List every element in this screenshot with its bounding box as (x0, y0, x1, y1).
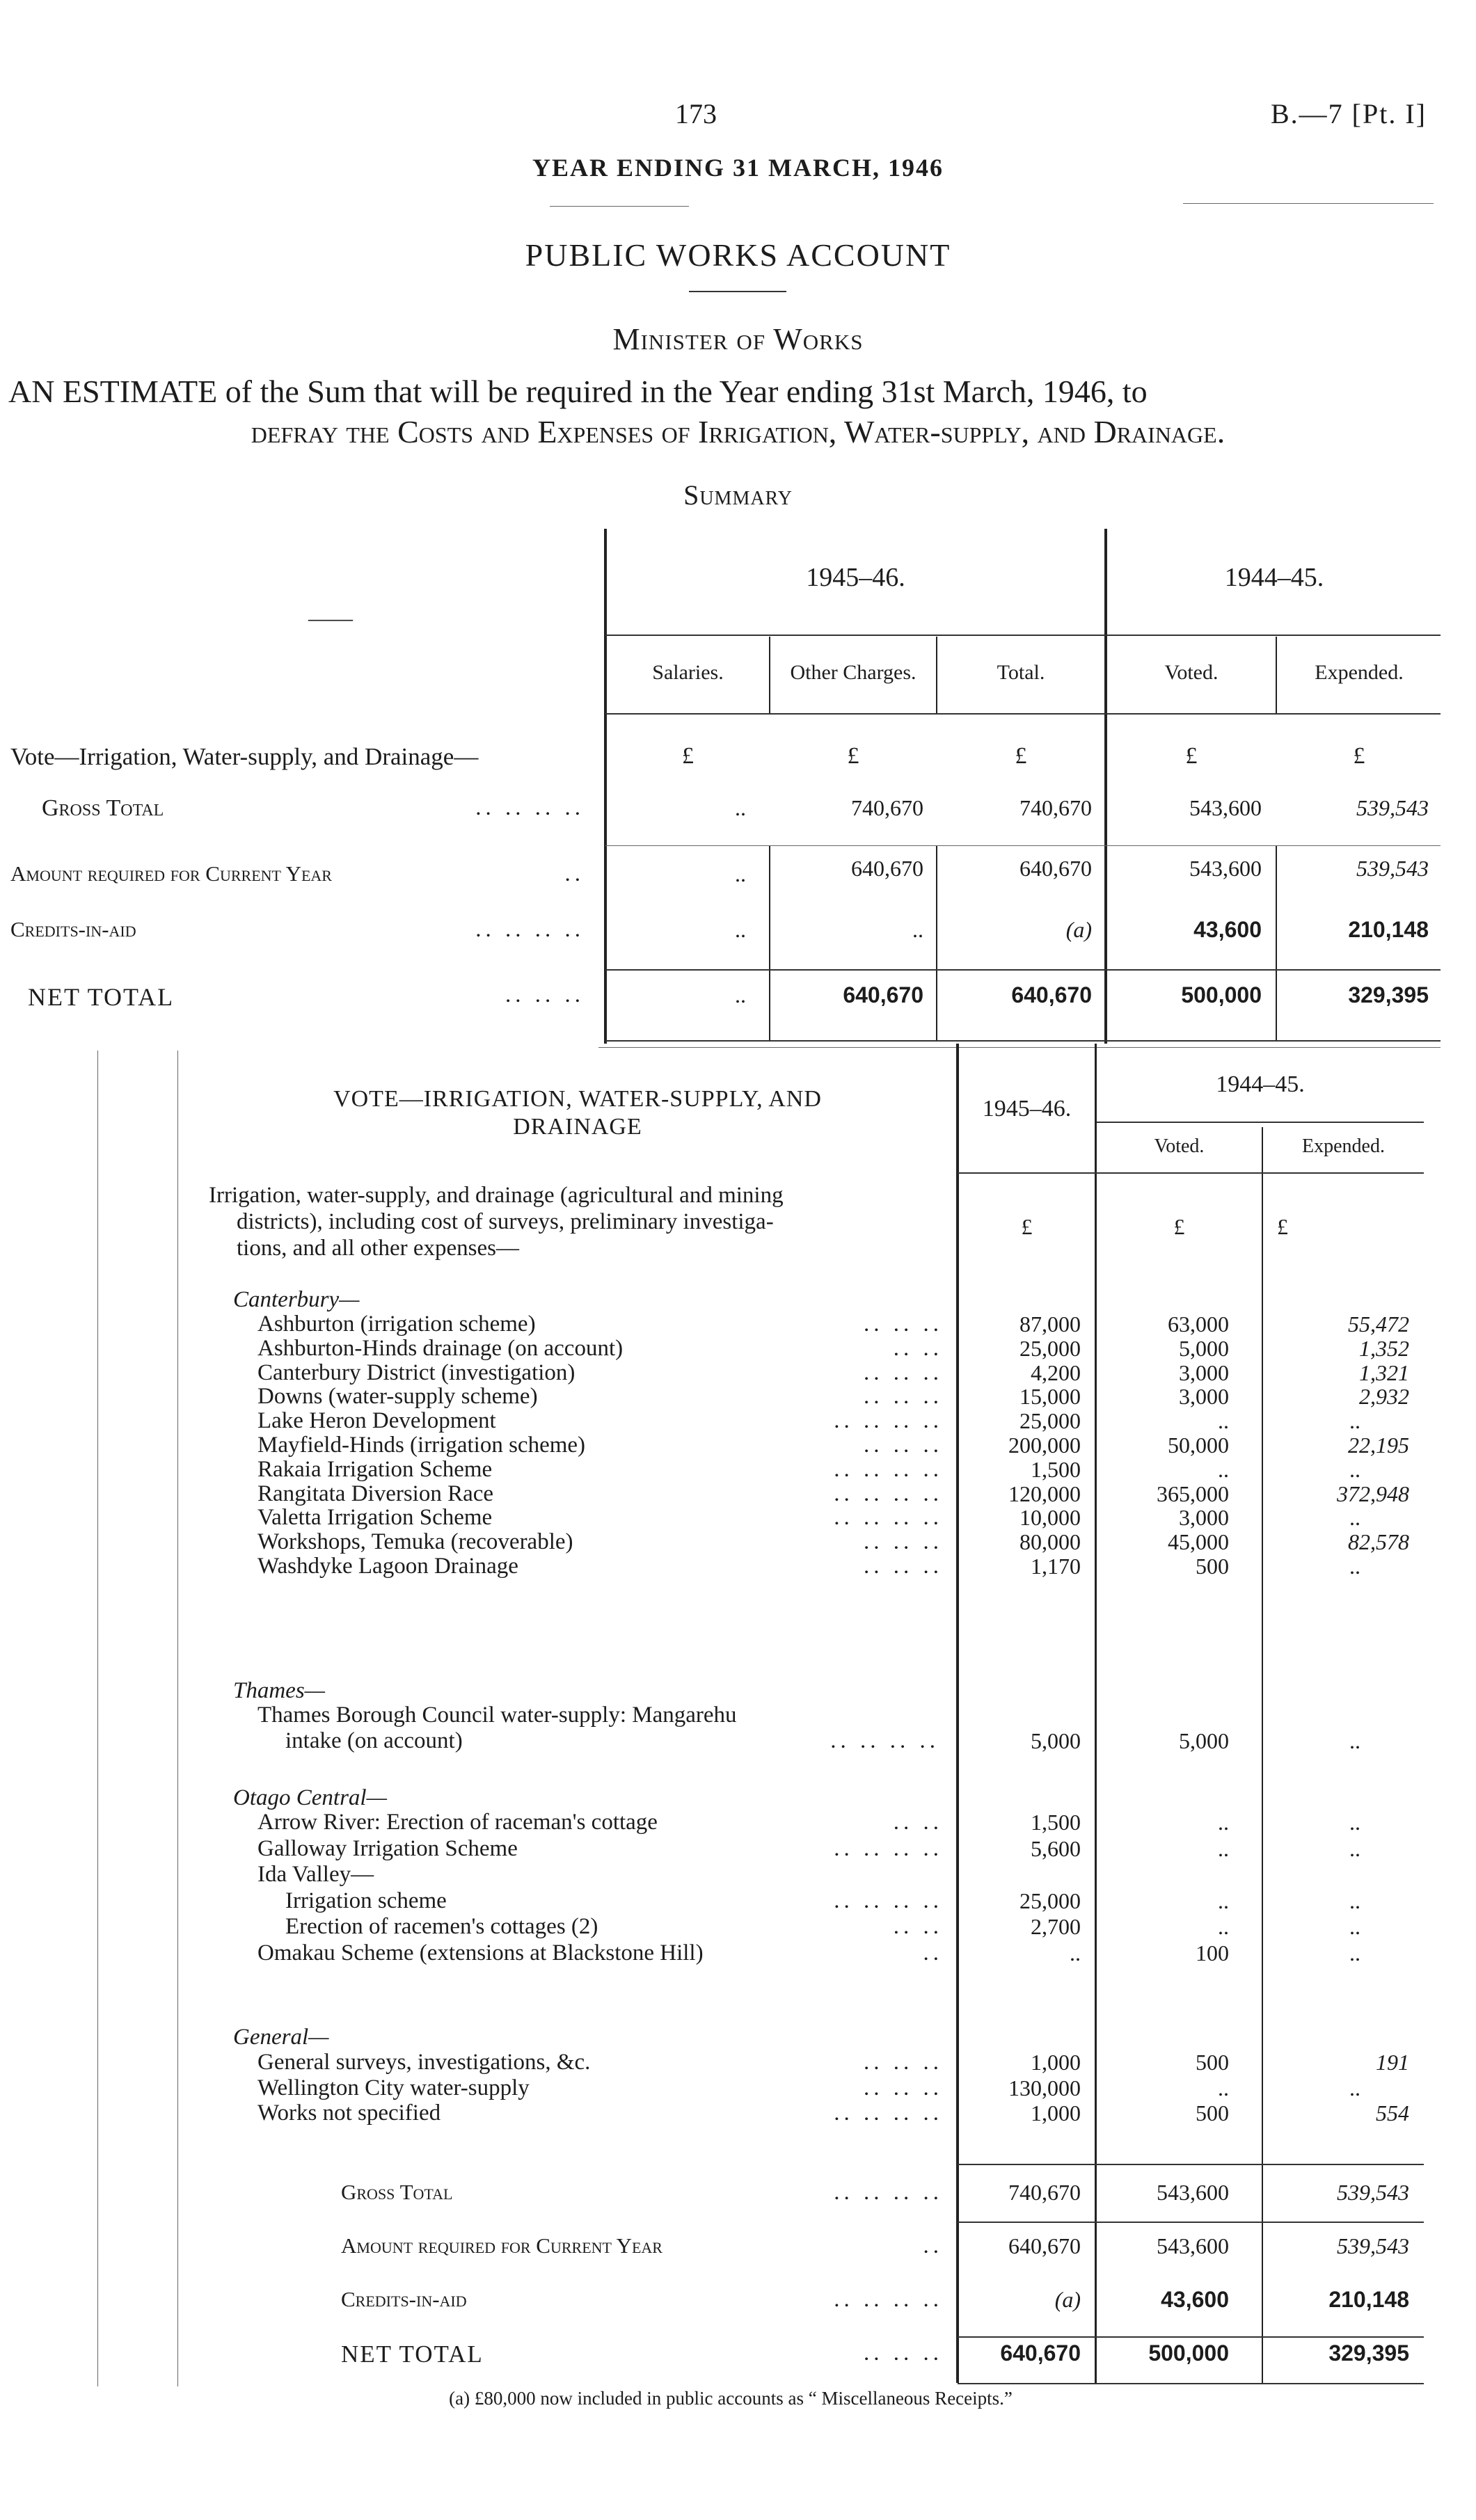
cell-1945: 640,670 (1008, 2233, 1081, 2258)
cell-salaries: .. (735, 917, 746, 942)
row-label: Rangitata Diversion Race (257, 1481, 494, 1506)
cell-expended: 539,543 (1356, 795, 1429, 820)
cell-other: 640,670 (851, 856, 923, 881)
leader-dots: .. .. .. (864, 1433, 943, 1458)
currency-symbol: £ (682, 743, 694, 769)
row-label: Mayfield-Hinds (irrigation scheme) (257, 1433, 586, 1458)
rule (1183, 203, 1434, 204)
col-voted: Voted. (1164, 661, 1219, 684)
estimate-line-1: AN ESTIMATE of the Sum that will be required in the Year ending 31st March, 1946, to (8, 374, 1148, 409)
cell-voted: .. (1218, 1914, 1229, 1939)
leader-dots: .. .. .. .. (834, 1835, 943, 1861)
cell-1945: 25,000 (1019, 1888, 1081, 1913)
leader-dots: .. .. .. (864, 1311, 943, 1337)
cell-expended: 539,543 (1337, 2233, 1409, 2258)
cell-voted: 5,000 (1179, 1335, 1229, 1361)
vote-title-line: DRAINAGE (513, 1114, 642, 1140)
rule (958, 2222, 1424, 2223)
cell-expended: 191 (1376, 2050, 1409, 2075)
cell-1945: 80,000 (1019, 1529, 1081, 1555)
leader-dots: .. .. .. .. (834, 1888, 943, 1913)
rule (1104, 529, 1107, 1044)
col-other-charges: Other Charges. (790, 661, 916, 684)
row-label: Lake Heron Development (257, 1408, 496, 1434)
cell-voted: .. (1218, 1810, 1229, 1835)
summary-year-previous: 1944–45. (1224, 563, 1324, 592)
rule (605, 845, 1441, 846)
cell-expended: 82,578 (1348, 1529, 1409, 1555)
row-label: Rakaia Irrigation Scheme (257, 1456, 493, 1482)
cell-expended: 372,948 (1337, 1481, 1409, 1506)
row-label: Credits-in-aid (341, 2287, 467, 2311)
rule (958, 2164, 1424, 2165)
cell-expended: .. (1349, 1554, 1360, 1579)
cell-voted: 500,000 (1181, 982, 1262, 1007)
detail-year-current: 1945–46. (982, 1096, 1072, 1122)
col-total: Total. (997, 661, 1045, 684)
cell-voted: 500 (1196, 2050, 1229, 2075)
row-label: NET TOTAL (341, 2340, 484, 2368)
leader-dots: .. .. (893, 1914, 943, 1939)
rule (1097, 1122, 1424, 1123)
row-label: Downs (water-supply scheme) (257, 1384, 538, 1410)
cell-total: 740,670 (1019, 795, 1092, 820)
leader-dots: .. .. .. .. (475, 795, 585, 820)
account-title: PUBLIC WORKS ACCOUNT (525, 237, 951, 273)
rule (598, 1047, 1441, 1048)
row-label: Amount required for Current Year (341, 2233, 662, 2258)
cell-salaries: .. (735, 982, 746, 1007)
summary-stub-dash: —— (308, 605, 353, 630)
title-underline (689, 291, 786, 292)
rule (605, 1040, 1441, 1042)
cell-expended: 329,395 (1328, 2340, 1409, 2366)
cell-1945: 1,000 (1031, 2100, 1081, 2126)
cell-expended: .. (1349, 1728, 1360, 1753)
document-reference: B.—7 [Pt. I] (1271, 98, 1427, 129)
leader-dots: .. .. .. (864, 1384, 943, 1410)
row-label: Arrow River: Erection of raceman's cottage (257, 1810, 658, 1835)
cell-voted: 543,600 (1189, 856, 1262, 881)
cell-expended: 55,472 (1348, 1311, 1409, 1337)
cell-expended: .. (1349, 1810, 1360, 1835)
currency-symbol: £ (1173, 1214, 1185, 1239)
cell-voted: 543,600 (1157, 2233, 1229, 2258)
cell-expended: 1,352 (1359, 1335, 1409, 1361)
cell-voted: 365,000 (1157, 1481, 1229, 1506)
currency-symbol: £ (1015, 743, 1027, 769)
cell-1945: 120,000 (1008, 1481, 1081, 1506)
rule (605, 713, 1441, 715)
leader-dots: .. .. .. .. (834, 2180, 943, 2205)
row-label: General surveys, investigations, &c. (257, 2050, 591, 2075)
footnote: (a) £80,000 now included in public accounts as “ Miscellaneous Receipts.” (449, 2388, 1013, 2409)
cell-1945: 25,000 (1019, 1335, 1081, 1361)
cell-salaries: .. (735, 795, 746, 820)
section-heading-thames: Thames— (233, 1678, 326, 1703)
leader-dots: .. .. .. (864, 2075, 943, 2100)
cell-1945: 87,000 (1019, 1311, 1081, 1337)
intro-line: tions, and all other expenses— (237, 1236, 519, 1261)
leader-dots: .. .. .. (864, 1529, 943, 1555)
cell-expended: 329,395 (1348, 982, 1429, 1007)
intro-line: Irrigation, water-supply, and drainage (agricultural and mining (209, 1183, 784, 1208)
col-voted: Voted. (1154, 1135, 1205, 1157)
cell-1945: 1,500 (1031, 1810, 1081, 1835)
rule (605, 635, 1441, 636)
page-number: 173 (675, 98, 717, 129)
thames-line: Thames Borough Council water-supply: Mangarehu (257, 1702, 737, 1728)
cell-expended: .. (1349, 1408, 1360, 1434)
cell-voted: 3,000 (1179, 1505, 1229, 1531)
cell-voted: 3,000 (1179, 1359, 1229, 1385)
cell-voted: 543,600 (1189, 795, 1262, 820)
cell-expended: 539,543 (1337, 2180, 1409, 2205)
cell-expended: .. (1349, 1456, 1360, 1482)
section-heading-canterbury: Canterbury— (233, 1287, 360, 1312)
cell-expended: .. (1349, 1505, 1360, 1531)
cell-1945: 1,500 (1031, 1456, 1081, 1482)
cell-1945: (a) (1054, 2287, 1081, 2312)
rule (958, 1172, 1424, 1174)
cell-voted: .. (1218, 1888, 1229, 1913)
currency-symbol: £ (1021, 1214, 1033, 1239)
leader-dots: .. .. .. .. (834, 1481, 943, 1506)
cell-other: 640,670 (843, 982, 923, 1007)
cell-expended: .. (1349, 1888, 1360, 1913)
cell-1945: 25,000 (1019, 1408, 1081, 1434)
leader-dots: .. .. .. .. (830, 1728, 939, 1753)
cell-expended: 210,148 (1348, 917, 1429, 942)
row-label: Gross Total (341, 2180, 453, 2204)
cell-voted: 43,600 (1193, 917, 1262, 942)
col-expended: Expended. (1302, 1135, 1385, 1157)
cell-voted: 543,600 (1157, 2180, 1229, 2205)
cell-expended: .. (1349, 1835, 1360, 1861)
leader-dots: .. .. .. .. (834, 2287, 943, 2312)
row-label: Valetta Irrigation Scheme (257, 1505, 493, 1531)
currency-symbol: £ (1353, 743, 1365, 769)
cell-1945: 1,170 (1031, 1554, 1081, 1579)
cell-1945: 10,000 (1019, 1505, 1081, 1531)
row-label: Galloway Irrigation Scheme (257, 1835, 518, 1861)
row-label: Wellington City water-supply (257, 2075, 530, 2100)
thames-line: intake (on account) (285, 1728, 463, 1753)
cell-other: .. (912, 917, 923, 942)
cell-1945: 5,000 (1031, 1728, 1081, 1753)
col-expended: Expended. (1315, 661, 1404, 684)
leader-dots: .. .. .. .. (834, 1505, 943, 1531)
row-label: Canterbury District (investigation) (257, 1359, 576, 1385)
cell-voted: 63,000 (1168, 1311, 1229, 1337)
leader-dots: .. .. .. (505, 982, 585, 1007)
cell-expended: 2,932 (1359, 1384, 1409, 1410)
vote-title (209, 1085, 946, 1141)
cell-voted: 500 (1196, 2100, 1229, 2126)
row-label: Workshops, Temuka (recoverable) (257, 1529, 573, 1555)
cell-1945: 200,000 (1008, 1433, 1081, 1458)
cell-expended: .. (1349, 2075, 1360, 2100)
row-label: Washdyke Lagoon Drainage (257, 1554, 518, 1579)
section-heading-general: General— (233, 2025, 329, 2050)
currency-symbol: £ (847, 743, 859, 769)
row-label: Irrigation scheme (285, 1888, 447, 1913)
cell-1945: 130,000 (1008, 2075, 1081, 2100)
cell-1945: .. (1070, 1940, 1081, 1965)
leader-dots: .. (923, 2233, 943, 2258)
cell-voted: .. (1218, 2075, 1229, 2100)
cell-1945: 4,200 (1031, 1359, 1081, 1385)
row-label: Works not specified (257, 2100, 441, 2126)
currency-symbol: £ (1185, 743, 1198, 769)
cell-expended: .. (1349, 1940, 1360, 1965)
row-label: Gross Total (42, 795, 164, 821)
col-salaries: Salaries. (652, 661, 724, 684)
cell-1945: 740,670 (1008, 2180, 1081, 2205)
cell-voted: 500,000 (1148, 2340, 1229, 2366)
row-label: Ida Valley— (257, 1862, 374, 1887)
cell-voted: 500 (1196, 1554, 1229, 1579)
summary-title: Summary (683, 479, 793, 511)
leader-dots: .. .. .. .. (475, 917, 585, 942)
row-label: Omakau Scheme (extensions at Blackstone Hill) (257, 1940, 704, 1965)
year-heading: YEAR ENDING 31 MARCH, 1946 (532, 154, 944, 182)
rule (177, 1051, 178, 2386)
row-label: Ashburton (irrigation scheme) (257, 1311, 536, 1337)
cell-voted: 3,000 (1179, 1384, 1229, 1410)
leader-dots: .. .. (893, 1335, 943, 1361)
row-label: Amount required for Current Year (10, 861, 332, 886)
cell-total: 640,670 (1019, 856, 1092, 881)
cell-1945: 15,000 (1019, 1384, 1081, 1410)
rule (605, 969, 1441, 971)
cell-1945: 5,600 (1031, 1835, 1081, 1861)
estimate-line-2: defray the Costs and Expenses of Irrigation, Water-supply, and Drainage. (251, 414, 1225, 449)
leader-dots: .. .. .. (864, 1359, 943, 1385)
rule (958, 2336, 1424, 2338)
row-label: Credits-in-aid (10, 917, 136, 941)
cell-expended: 210,148 (1328, 2287, 1409, 2312)
cell-voted: 45,000 (1168, 1529, 1229, 1555)
intro-line: districts), including cost of surveys, preliminary investiga- (237, 1209, 774, 1234)
cell-voted: 5,000 (1179, 1728, 1229, 1753)
vote-label: Vote—Irrigation, Water-supply, and Drainage— (10, 743, 479, 770)
cell-voted: 100 (1196, 1940, 1229, 1965)
cell-voted: 43,600 (1161, 2287, 1229, 2312)
cell-1945: 2,700 (1031, 1914, 1081, 1939)
cell-voted: .. (1218, 1408, 1229, 1434)
cell-expended: 22,195 (1348, 1433, 1409, 1458)
leader-dots: .. .. .. (864, 2050, 943, 2075)
leader-dots: .. .. (893, 1810, 943, 1835)
cell-salaries: .. (735, 861, 746, 886)
currency-symbol: £ (1277, 1214, 1288, 1239)
cell-1945: 1,000 (1031, 2050, 1081, 2075)
summary-year-current: 1945–46. (806, 563, 905, 592)
minister-heading: Minister of Works (612, 322, 864, 356)
cell-expended: 1,321 (1359, 1359, 1409, 1385)
vote-title-line: VOTE—IRRIGATION, WATER-SUPPLY, AND (333, 1086, 822, 1112)
leader-dots: .. .. .. .. (834, 2100, 943, 2126)
section-heading-otago: Otago Central— (233, 1785, 387, 1810)
leader-dots: .. .. .. (864, 2340, 943, 2366)
cell-total: 640,670 (1011, 982, 1092, 1007)
leader-dots: .. .. .. .. (834, 1456, 943, 1482)
rule (958, 2383, 1424, 2384)
row-label: NET TOTAL (28, 983, 175, 1011)
cell-other: 740,670 (851, 795, 923, 820)
cell-voted: 50,000 (1168, 1433, 1229, 1458)
detail-year-previous: 1944–45. (1216, 1071, 1305, 1097)
cell-expended: 554 (1376, 2100, 1409, 2126)
leader-dots: .. (923, 1940, 943, 1965)
cell-voted: .. (1218, 1456, 1229, 1482)
rule (97, 1051, 98, 2386)
cell-voted: .. (1218, 1835, 1229, 1861)
row-label: Erection of racemen's cottages (2) (285, 1914, 598, 1939)
cell-1945: 640,670 (1000, 2340, 1081, 2366)
rule (604, 529, 607, 1044)
leader-dots: .. .. .. (864, 1554, 943, 1579)
leader-dots: .. .. .. .. (834, 1408, 943, 1434)
cell-expended: 539,543 (1356, 856, 1429, 881)
cell-expended: .. (1349, 1914, 1360, 1939)
leader-dots: .. (564, 861, 585, 886)
rule (550, 206, 689, 207)
cell-total: (a) (1065, 917, 1092, 942)
row-label: Ashburton-Hinds drainage (on account) (257, 1335, 624, 1361)
